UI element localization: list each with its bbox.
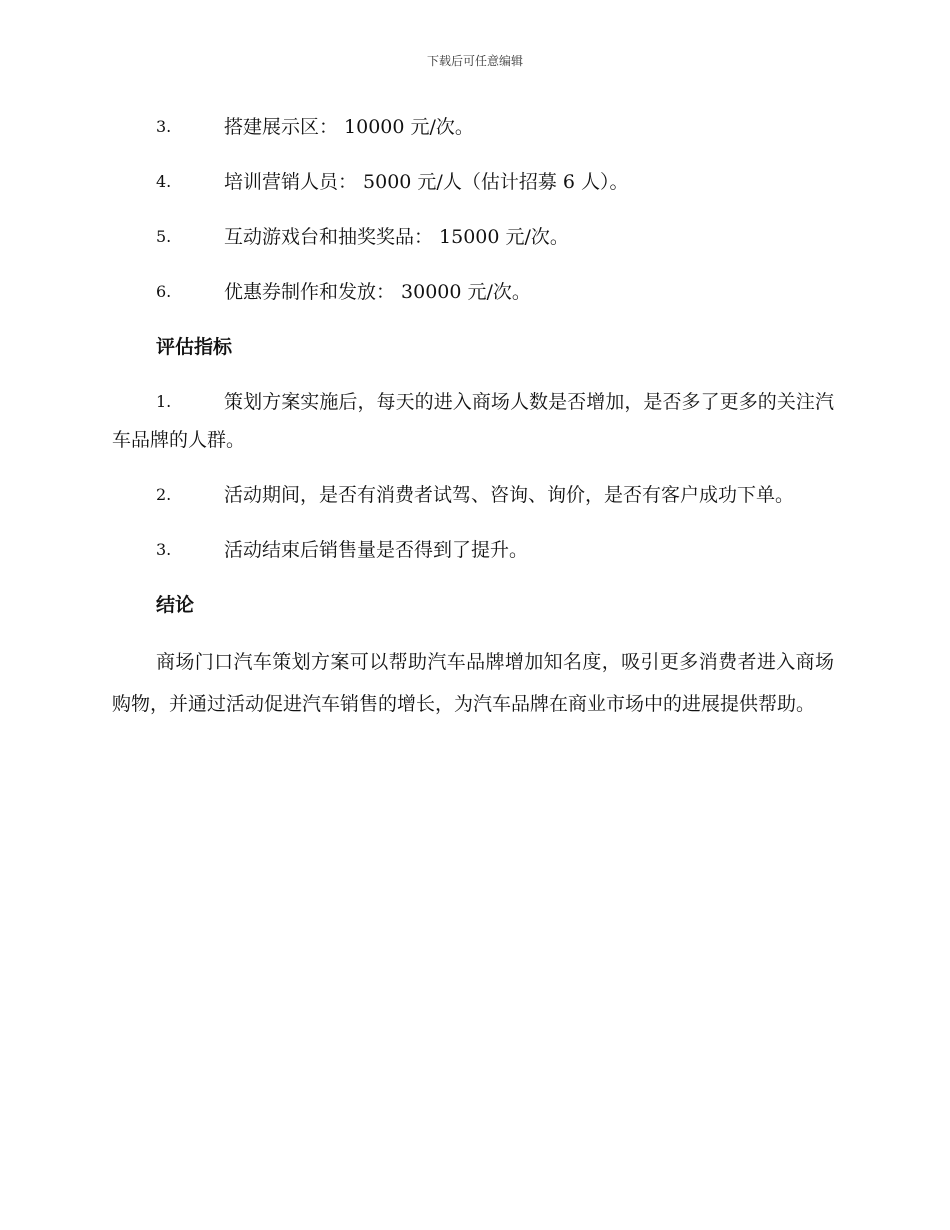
- list-item-text: 互动游戏台和抽奖奖品： 15000 元/次。: [224, 226, 569, 248]
- list-item-number: 6.: [156, 282, 172, 301]
- list-item-number: 3.: [156, 540, 172, 559]
- list-item: [112, 273, 834, 311]
- list-item: [112, 476, 834, 514]
- page-header: 下载后可任意编辑: [426, 54, 523, 68]
- list-item-number: 4.: [156, 172, 172, 191]
- list-item-number: 3.: [156, 117, 172, 136]
- section-heading-conclusion: 结论: [156, 594, 195, 616]
- list-item-text: 活动结束后销售量是否得到了提升。: [224, 539, 529, 561]
- list-item: [112, 383, 834, 459]
- list-item-text: 搭建展示区： 10000 元/次。: [224, 116, 474, 138]
- list-item-text: 优惠券制作和发放： 30000 元/次。: [224, 281, 531, 303]
- list-item-text: 培训营销人员： 5000 元/人（估计招募 6 人）。: [224, 171, 629, 193]
- list-item-number: 1.: [156, 392, 172, 411]
- document-body: [112, 108, 834, 725]
- list-item-text: 活动期间，是否有消费者试驾、咨询、询价，是否有客户成功下单。: [224, 484, 795, 506]
- section-heading-evaluation: 评估指标: [156, 336, 233, 358]
- list-item: [112, 531, 834, 569]
- list-item-text: 策划方案实施后，每天的进入商场人数是否增加，是否多了更多的关注汽车品牌的人群。: [112, 391, 834, 451]
- list-item: [112, 218, 834, 256]
- list-item-number: 5.: [156, 227, 172, 246]
- list-item: [112, 163, 834, 201]
- list-item: [112, 108, 834, 146]
- conclusion-paragraph: 商场门口汽车策划方案可以帮助汽车品牌增加知名度，吸引更多消费者进入商场购物，并通过活动促进汽车销售的增长，为汽车品牌在商业市场中的进展提供帮助。: [112, 651, 834, 715]
- list-item-number: 2.: [156, 485, 172, 504]
